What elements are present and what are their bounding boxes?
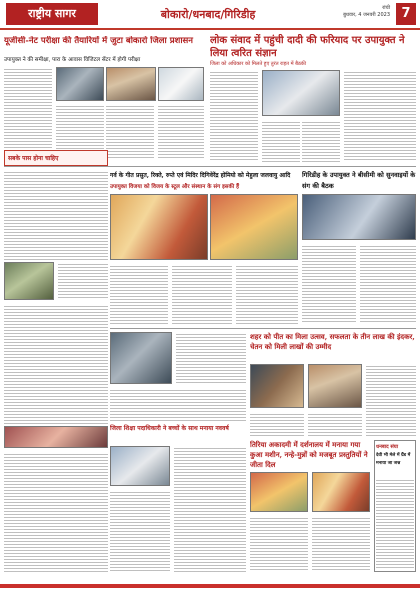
- story6-headline: शहर को पीत का मिला उत्सव, सफलता के तीन लाख की इंदकर, चेतन को मिली लाखों की उम्मीद: [250, 332, 415, 351]
- story2-subhead: जिला को अधिकार को मिलते हुए तुरंत राहत में बैठकी: [210, 61, 307, 67]
- divider-1: [4, 166, 416, 167]
- story4-photo-1: [110, 194, 208, 260]
- story1-text-col3: [106, 104, 154, 158]
- date-label: बुधवार, 4 जनवरी 2023: [343, 12, 390, 18]
- story4-text-col3: [236, 264, 298, 324]
- sidebar-title: धनबाद संघा: [376, 444, 399, 450]
- story1-photo-1: [56, 67, 104, 101]
- story8-text-4: [110, 490, 170, 572]
- story7-text-col2: [312, 516, 370, 572]
- story2-text-col3: [302, 120, 340, 162]
- left-col-text-3: [4, 304, 108, 424]
- story8-headline: जिला शिक्षा पदाधिकारी ने बच्चों के साथ मनाया नववर्ष: [110, 425, 229, 432]
- sidebar-text: [376, 478, 414, 570]
- date-block: [330, 5, 390, 19]
- left-col-photo: [4, 262, 54, 300]
- story8-photo: [110, 332, 172, 384]
- story8-photo-2: [110, 446, 170, 486]
- story8-text-2: [110, 388, 246, 422]
- story5-text-col2: [360, 244, 416, 324]
- story2-headline: लोक संवाद में पहुंची दादी की फरियाद पर उपायुक्त ने लिया त्वरित संज्ञान: [210, 35, 405, 59]
- story7-headline: तिरिया अकादमी में दर्शनालय में मनाया गया कुआ मशीन, नन्हे-मुन्नों को मजबूत प्रस्तुतियों ने जीता दिल: [250, 440, 368, 469]
- story6-photo-1: [250, 364, 304, 408]
- story1-headline: यूजीसी-नेट परीक्षा की तैयारियों में जुटा बोकारो जिला प्रशासन: [4, 36, 194, 46]
- story4-headline: गर्व के गीत प्रसुत, रिक्ते, रुप्ते एवं मिदिर दिगिवेरेंद्र होमियो को मेहुला जलवायु आदि: [110, 172, 291, 179]
- story5-headline: गिरिडीह के उपायुक्त ने बीसीमी को सुनवाइयों के संग की बैठक: [302, 171, 416, 190]
- story6-photo-2: [308, 364, 362, 408]
- story4-subhead: उपायुक्त विजया को विजय के स्टूल और संस्थान के संग इसकी हैं: [110, 184, 239, 190]
- story4-photo-2: [210, 194, 298, 260]
- story2-text-col2: [262, 120, 300, 162]
- story2-text-col4: [344, 70, 416, 162]
- story8-text-3: [174, 446, 246, 572]
- story8-text-1: [176, 332, 246, 384]
- story7-photo: [250, 472, 308, 512]
- sidebar-headline: देवी भी मेले में ग्रैंड में मनाया जा जश्न: [376, 453, 411, 466]
- story2-text-col1: [210, 70, 258, 162]
- story7-photo-2: [312, 472, 370, 512]
- divider-2: [110, 328, 416, 329]
- story6-text-col1: [250, 412, 304, 436]
- story2-photo: [262, 70, 340, 116]
- story1-subhead: उपायुक्त ने की समीक्षा, पारा के आवास विजिटल सेंटर में होगी परीक्षा: [4, 57, 141, 63]
- bottom-color-strip: [0, 584, 420, 588]
- left-col-text-2: [58, 262, 108, 300]
- story4-text-col1: [110, 264, 168, 324]
- story7-text-col1: [250, 516, 308, 572]
- page-number: 7: [396, 3, 416, 25]
- left-col-text-4: [4, 452, 108, 572]
- story3-headline: सबके पास होना चाहिए: [8, 155, 59, 162]
- edition-title: बोकारो/धनबाद/गिरिडीह: [160, 8, 256, 21]
- story6-text-col3: [366, 364, 416, 436]
- masthead: [0, 0, 420, 30]
- city-label: रांची: [382, 5, 390, 11]
- story1-text-col4: [158, 104, 204, 158]
- story4-text-col2: [172, 264, 232, 324]
- story1-photo-2: [106, 67, 156, 101]
- left-col-text-1: [4, 170, 108, 260]
- story6-text-col2: [308, 412, 362, 436]
- left-col-photo-2: [4, 426, 108, 448]
- story5-photo: [302, 194, 416, 240]
- story1-photo-3: [158, 67, 204, 101]
- story5-text-col1: [302, 244, 356, 324]
- section-title: राष्ट्रीय सागर: [6, 3, 98, 25]
